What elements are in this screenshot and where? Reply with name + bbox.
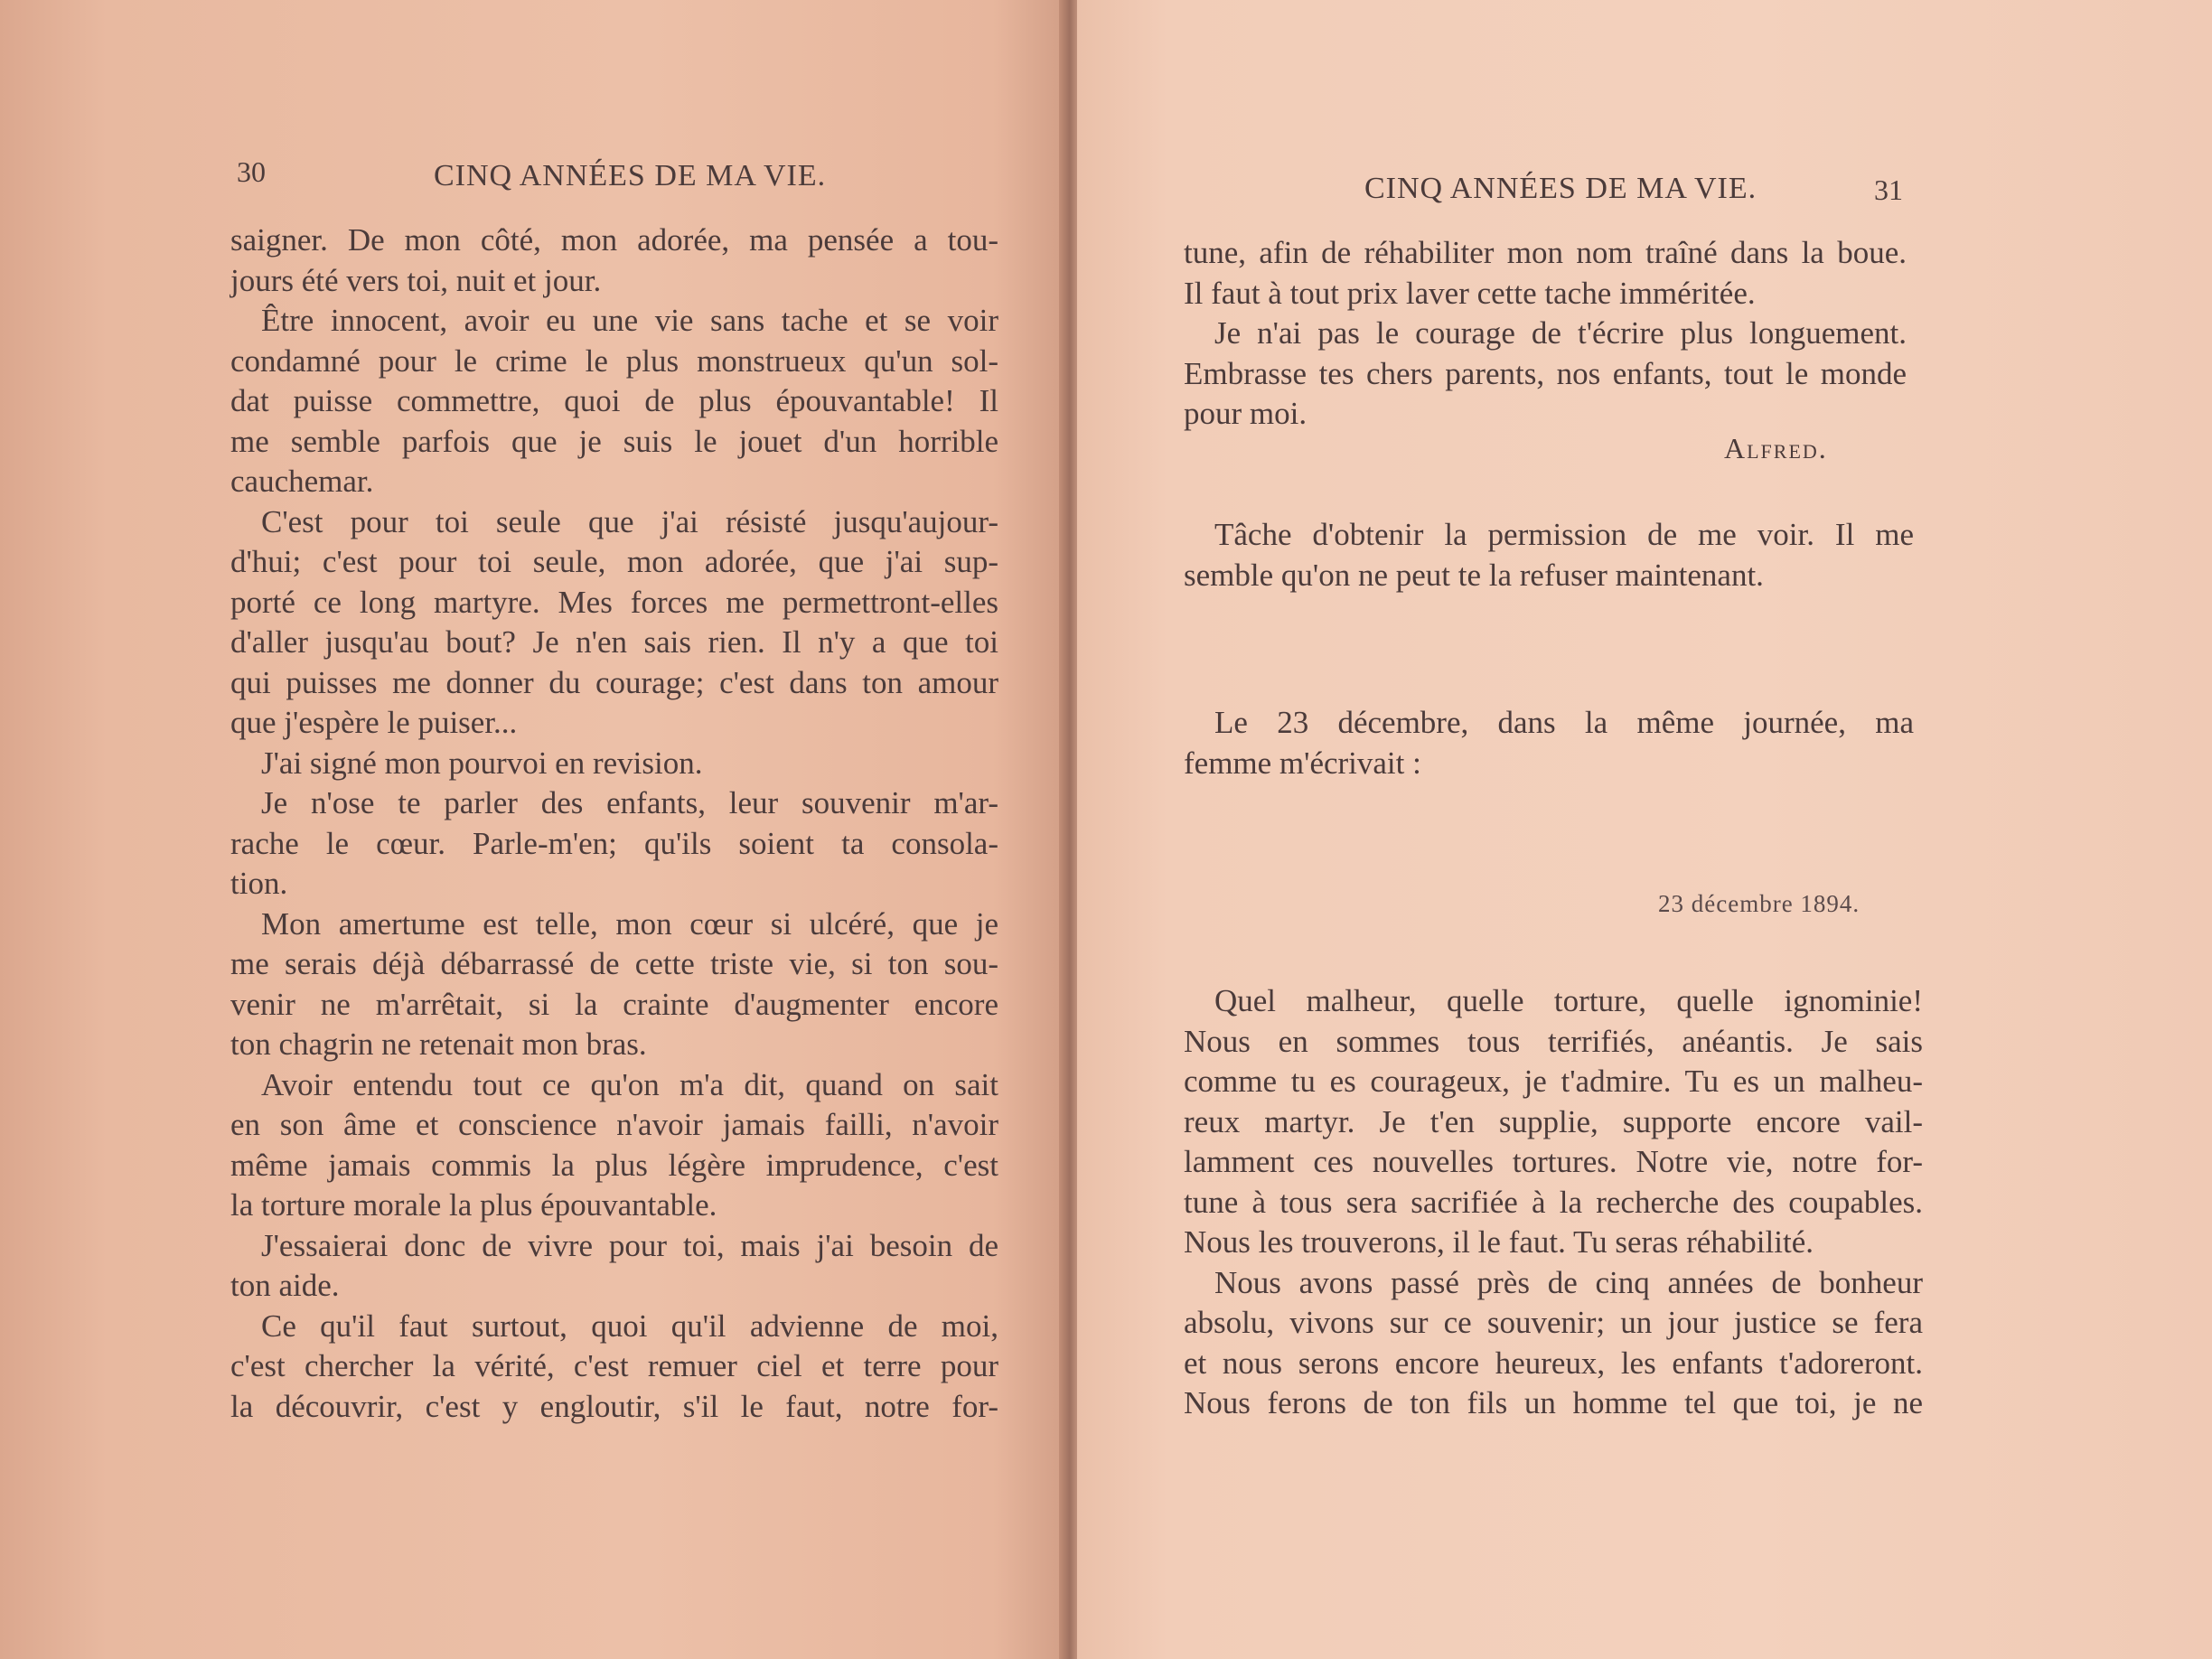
- text-line: Avoir entendu tout ce qu'on m'a dit, quand on sait: [261, 1066, 998, 1102]
- text-line: Tâche d'obtenir la permission de me voir. Il me: [1214, 517, 1914, 552]
- running-head: CINQ ANNÉES DE MA VIE.: [1364, 172, 1757, 205]
- text-line: Je n'ai pas le courage de t'écrire plus longuement.: [1214, 315, 1907, 351]
- text-line: en son âme et conscience n'avoir jamais failli, n'avoir: [230, 1107, 998, 1142]
- text-line: et nous serons encore heureux, les enfants t'adoreront.: [1184, 1345, 1923, 1381]
- text-line: c'est chercher la vérité, c'est remuer ciel et terre pour: [230, 1348, 998, 1383]
- text-line: Embrasse tes chers parents, nos enfants, tout le monde: [1184, 355, 1907, 391]
- text-line: me semble parfois que je suis le jouet d'un horrible: [230, 423, 998, 459]
- text-line: semble qu'on ne peut te la refuser maintenant.: [1184, 557, 1764, 593]
- text-line: absolu, vivons sur ce souvenir; un jour justice se fera: [1184, 1305, 1923, 1340]
- text-line: la découvrir, c'est y engloutir, s'il le faut, notre for-: [230, 1388, 998, 1424]
- text-line: condamné pour le crime le plus monstrueux qu'un sol-: [230, 342, 998, 379]
- text-line: Nous ferons de ton fils un homme tel que toi, je ne: [1184, 1385, 1923, 1420]
- text-line: tune, afin de réhabiliter mon nom traîné dans la boue.: [1184, 235, 1907, 270]
- text-line: me serais déjà débarrassé de cette triste vie, si ton sou-: [230, 946, 998, 981]
- text-line: dat puisse commettre, quoi de plus épouvantable! Il: [230, 383, 998, 418]
- text-line: Mon amertume est telle, mon cœur si ulcéré, que je: [261, 905, 998, 942]
- text-line: Le 23 décembre, dans la même journée, ma: [1214, 705, 1914, 740]
- text-line: saigner. De mon côté, mon adorée, ma pensée a tou-: [230, 222, 998, 258]
- text-line: même jamais commis la plus légère imprudence, c'est: [230, 1147, 998, 1183]
- text-line: Quel malheur, quelle torture, quelle ignominie!: [1214, 983, 1923, 1018]
- text-line: comme tu es courageux, je t'admire. Tu es un malheu-: [1184, 1064, 1923, 1099]
- text-line: J'essaierai donc de vivre pour toi, mais j'ai besoin de: [261, 1227, 998, 1263]
- page-number: 31: [1874, 173, 1903, 206]
- page-body: [230, 220, 998, 1427]
- text-line: d'hui; c'est pour toi seule, mon adorée, que j'ai sup-: [230, 544, 998, 579]
- text-line: lamment ces nouvelles tortures. Notre vie, notre for-: [1184, 1144, 1923, 1179]
- text-line: tune à tous sera sacrifiée à la recherche des coupables.: [1184, 1184, 1923, 1220]
- text-line: cauchemar.: [230, 464, 374, 499]
- running-head: CINQ ANNÉES DE MA VIE.: [434, 159, 827, 192]
- text-line: Être innocent, avoir eu une vie sans tache et se voir: [261, 303, 998, 338]
- text-line: femme m'écrivait :: [1184, 745, 1421, 781]
- text-line: reux martyr. Je t'en supplie, supporte encore vail-: [1184, 1103, 1923, 1139]
- narration: [1184, 703, 1914, 783]
- text-line: venir ne m'arrêtait, si la crainte d'augmenter encore: [230, 986, 998, 1022]
- text-line: pour moi.: [1184, 396, 1308, 431]
- right-page: [1077, 0, 2212, 1659]
- letter-end: [1184, 233, 1907, 435]
- signature: Alfred.: [1724, 432, 1828, 464]
- text-line: d'aller jusqu'au bout? Je n'en sais rien. Il n'y a que toi: [230, 624, 998, 660]
- text-line: jours été vers toi, nuit et jour.: [230, 262, 602, 298]
- text-line: que j'espère le puiser...: [230, 705, 518, 740]
- postscript: [1184, 515, 1914, 595]
- text-line: la torture morale la plus épouvantable.: [230, 1187, 717, 1223]
- letter-date: 23 décembre 1894.: [1658, 890, 1861, 917]
- text-line: Nous en sommes tous terrifiés, anéantis. Je sais: [1184, 1023, 1923, 1059]
- text-line: tion.: [230, 866, 288, 901]
- text-line: rache le cœur. Parle-m'en; qu'ils soient ta consola-: [230, 825, 998, 861]
- text-line: J'ai signé mon pourvoi en revision.: [261, 745, 703, 781]
- page-number: 30: [237, 155, 266, 188]
- text-line: Ce qu'il faut surtout, quoi qu'il advienne de moi,: [261, 1308, 998, 1344]
- text-line: ton chagrin ne retenait mon bras.: [230, 1026, 647, 1062]
- text-line: Nous avons passé près de cinq années de bonheur: [1214, 1264, 1923, 1300]
- text-line: Il faut à tout prix laver cette tache imméritée.: [1184, 275, 1756, 311]
- left-page: [0, 0, 1068, 1659]
- text-line: ton aide.: [230, 1268, 340, 1303]
- text-line: C'est pour toi seule que j'ai résisté jusqu'aujour-: [261, 503, 998, 539]
- text-line: qui puisses me donner du courage; c'est dans ton amour: [230, 664, 998, 700]
- text-line: Nous les trouverons, il le faut. Tu seras réhabilité.: [1184, 1224, 1814, 1260]
- text-line: Je n'ose te parler des enfants, leur souvenir m'ar-: [261, 785, 998, 820]
- wife-letter: [1184, 981, 1923, 1424]
- text-line: porté ce long martyre. Mes forces me permettront-elles: [230, 584, 998, 620]
